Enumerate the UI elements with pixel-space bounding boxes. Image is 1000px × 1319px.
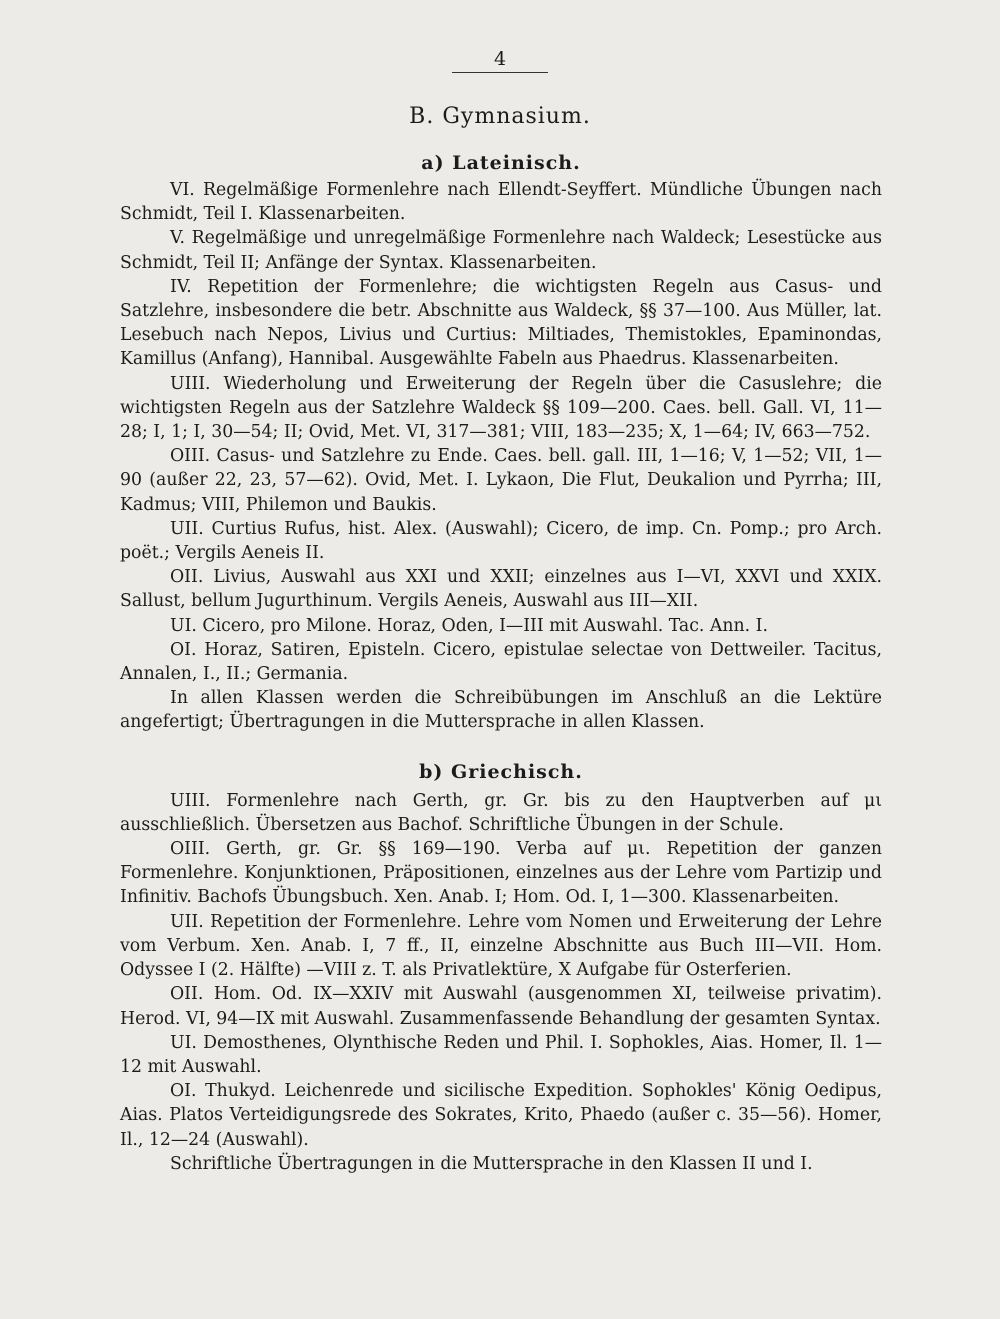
greek-paragraph-note: Schriftliche Übertragungen in die Muttersprache in den Klassen II und I. (170, 1153, 813, 1174)
greek-paragraph-uiii: UIII. Formenlehre nach Gerth, gr. Gr. bis zu den Hauptverben auf μι ausschließlich. Übersetzen aus Bachof. Schriftliche Übungen in der Schule. (120, 790, 882, 835)
page-number: 4 (493, 48, 507, 70)
latin-paragraph-oiii: OIII. Casus- und Satzlehre zu Ende. Caes. bell. gall. III, 1—16; V, 1—52; VII, 1—90 (außer 22, 23, 57—62). Ovid, Met. I. Lykaon, Die Flut, Deukalion und Pyrrha; III, Kadmus; VIII, Philemon und Baukis. (120, 446, 882, 515)
greek-paragraph-oii: OII. Hom. Od. IX—XXIV mit Auswahl (ausgenommen XI, teilweise privatim). Herod. VI, 94—IX mit Auswahl. Zusammenfassende Behandlung der gesamten Syntax. (120, 984, 882, 1029)
page-content (120, 148, 882, 1176)
latin-paragraph-oi: OI. Horaz, Satiren, Episteln. Cicero, epistulae selectae von Dettweiler. Tacitus, Annalen, I., II.; Germania. (120, 639, 882, 685)
latin-paragraph-v: V. Regelmäßige und unregelmäßige Formenlehre nach Waldeck; Lesestücke aus Schmidt, Teil II; Anfänge der Syntax. Klassenarbeiten. (120, 228, 882, 273)
header-rule (452, 72, 548, 73)
latin-paragraph-iv: IV. Repetition der Formenlehre; die wichtigsten Regeln aus Casus- und Satzlehre, insbesondere die betr. Abschnitte aus Waldeck, §§ 37—100. Aus Müller, lat. Lesebuch nach Nepos, Livius und Curtius: Miltiades, Themistokles, Epaminondas, Kamillus (Anfang), Hannibal. Ausgewählte Fabeln aus Phaedrus. Klassenarbeiten. (120, 276, 882, 370)
greek-heading: b) Griechisch. (419, 760, 583, 783)
latin-paragraph-uiii: UIII. Wiederholung und Erweiterung der Regeln über die Casuslehre; die wichtigsten Regeln aus der Satzlehre Waldeck §§ 109—200. Caes. bell. Gall. VI, 11—28; I, 1; I, 30—54; II; Ovid, Met. VI, 317—381; VIII, 183—235; X, 1—64; IV, 663—752. (120, 373, 882, 443)
greek-paragraph-ui: UI. Demosthenes, Olynthische Reden und Phil. I. Sophokles, Aias. Homer, Il. 1—12 mit Auswahl. (120, 1032, 882, 1077)
section-title: B. Gymnasium. (409, 104, 591, 129)
greek-paragraph-uii: UII. Repetition der Formenlehre. Lehre vom Nomen und Erweiterung der Lehre vom Verbum. Xen. Anab. I, 7 ff., II, einzelne Abschnitte aus Buch III—VII. Hom. Odyssee I (2. Hälfte) —VIII z. T. als Privatlektüre, X Aufgabe für Osterferien. (120, 911, 882, 981)
latin-paragraph-oii: OII. Livius, Auswahl aus XXI und XXII; einzelnes aus I—VI, XXVI und XXIX. Sallust, bellum Jugurthinum. Vergils Aeneis, Auswahl aus III—XII. (120, 567, 882, 612)
latin-paragraph-uii: UII. Curtius Rufus, hist. Alex. (Auswahl); Cicero, de imp. Cn. Pomp.; pro Arch. poët.; Vergils Aeneis II. (120, 518, 882, 564)
latin-paragraph-ui: UI. Cicero, pro Milone. Horaz, Oden, I—III mit Auswahl. Tac. Ann. I. (170, 615, 768, 636)
greek-paragraph-oi: OI. Thukyd. Leichenrede und sicilische Expedition. Sophokles' König Oedipus, Aias. Platos Verteidigungsrede des Sokrates, Krito, Phaedo (außer c. 35—56). Homer, Il., 12—24 (Auswahl). (120, 1081, 882, 1150)
latin-heading: a) Lateinisch. (421, 152, 581, 174)
latin-paragraph-vi: VI. Regelmäßige Formenlehre nach Ellendt-Seyffert. Mündliche Übungen nach Schmidt, Teil I. Klassenarbeiten. (120, 180, 882, 225)
latin-paragraph-note: In allen Klassen werden die Schreibübungen im Anschluß an die Lektüre angefertigt; Übertragungen in die Muttersprache in allen Klassen. (120, 688, 882, 733)
greek-paragraph-oiii: OIII. Gerth, gr. Gr. §§ 169—190. Verba auf μι. Repetition der ganzen Formenlehre. Konjunktionen, Präpositionen, einzelnes aus der Lehre vom Partizip und Infinitiv. Bachofs Übungsbuch. Xen. Anab. I; Hom. Od. I, 1—300. Klassenarbeiten. (120, 839, 882, 908)
